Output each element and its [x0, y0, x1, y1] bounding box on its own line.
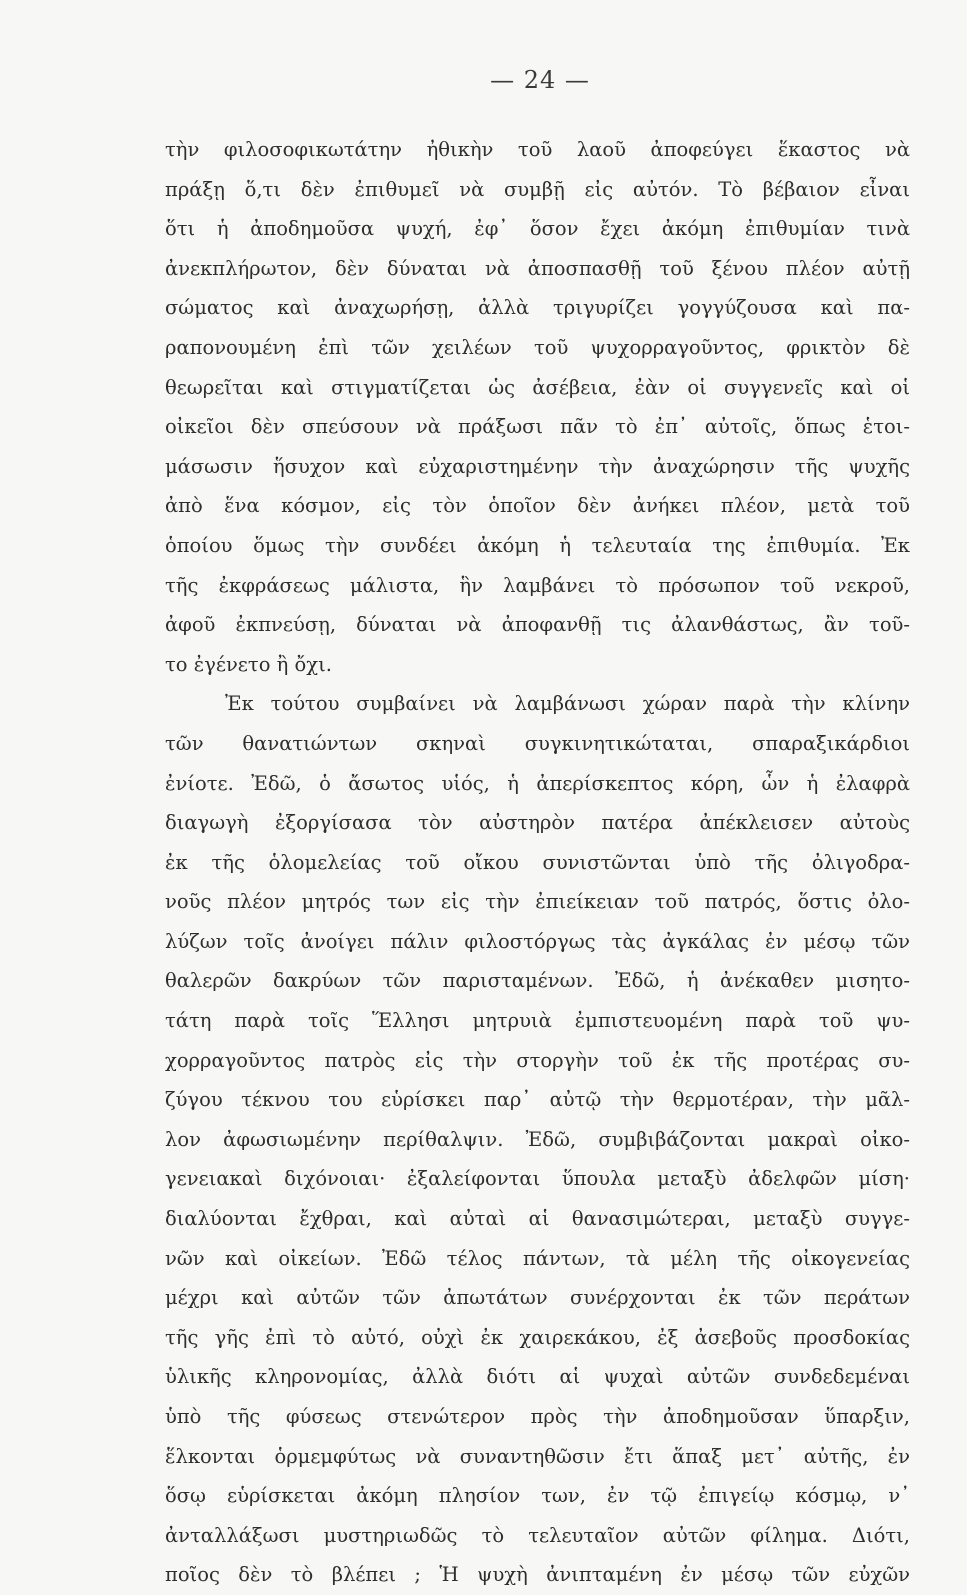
text-line: ζύγου τέκνου του εὑρίσκει παρ᾽ αὐτῷ τὴν θερμοτέραν, τὴν μᾶλ-	[165, 1088, 910, 1112]
text-line: θεωρεῖται καὶ στιγματίζεται ὡς ἀσέβεια, ἐὰν οἱ συγγενεῖς καὶ οἱ	[165, 375, 910, 399]
text-line: ὅτι ἡ ἀποδημοῦσα ψυχή, ἐφ᾽ ὅσον ἔχει ἀκόμη ἐπιθυμίαν τινὰ	[165, 217, 910, 241]
text-line: τῆς γῆς ἐπὶ τὸ αὐτό, οὐχὶ ἐκ χαιρεκάκου, ἐξ ἀσεβοῦς προσδοκίας	[165, 1325, 910, 1349]
text-line: μέχρι καὶ αὐτῶν τῶν ἀπωτάτων συνέρχονται ἐκ τῶν περάτων	[165, 1286, 910, 1310]
text-line: σώματος καὶ ἀναχωρήσῃ, ἀλλὰ τριγυρίζει γογγύζουσα καὶ πα-	[165, 296, 910, 320]
text-line: ἐκ τῆς ὁλομελείας τοῦ οἴκου συνιστῶνται ὑπὸ τῆς ὀλιγοδρα-	[165, 850, 910, 874]
text-line: ραπονουμένη ἐπὶ τῶν χειλέων τοῦ ψυχορραγοῦντος, φρικτὸν δὲ	[165, 335, 910, 359]
text-line: νῶν καὶ οἰκείων. Ἐδῶ τέλος πάντων, τὰ μέλη τῆς οἰκογενείας	[165, 1246, 910, 1270]
text-line: ἀνταλλάξωσι μυστηριωδῶς τὸ τελευταῖον αὐτῶν φίλημα. Διότι,	[165, 1523, 910, 1547]
text-line: θαλερῶν δακρύων τῶν παρισταμένων. Ἐδῶ, ἡ ἀνέκαθεν μισητο-	[165, 969, 910, 993]
text-line: γενειακαὶ διχόνοιαι· ἐξαλείφονται ὕπουλα μεταξὺ ἀδελφῶν μίση·	[165, 1167, 910, 1191]
text-line: ὁποίου ὅμως τὴν συνδέει ἀκόμη ἡ τελευταία της ἐπιθυμία. Ἐκ	[165, 533, 910, 557]
text-line: μάσωσιν ἥσυχον καὶ εὐχαριστημένην τὴν ἀναχώρησιν τῆς ψυχῆς	[165, 454, 910, 478]
text-line: ὅσῳ εὑρίσκεται ἀκόμη πλησίον των, ἐν τῷ ἐπιγείῳ κόσμῳ, ν᾽	[165, 1484, 910, 1508]
text-line: ποῖος δὲν τὸ βλέπει ; Ἡ ψυχὴ ἀνιπταμένη ἐν μέσῳ τῶν εὐχῶν	[165, 1563, 910, 1587]
text-line: διαλύονται ἔχθραι, καὶ αὐταὶ αἱ θανασιμώτεραι, μεταξὺ συγγε-	[165, 1207, 910, 1231]
text-line: νοῦς πλέον μητρός των εἰς τὴν ἐπιείκειαν τοῦ πατρός, ὅστις ὀλο-	[165, 890, 910, 914]
text-line: ἕλκονται ὁρμεμφύτως νὰ συναντηθῶσιν ἔτι ἅπαξ μετ᾽ αὐτῆς, ἐν	[165, 1444, 910, 1468]
text-line: διαγωγὴ ἐξοργίσασα τὸν αὐστηρὸν πατέρα ἀπέκλεισεν αὐτοὺς	[165, 811, 910, 835]
text-line: ἀπὸ ἕνα κόσμον, εἰς τὸν ὁποῖον δὲν ἀνήκει πλέον, μετὰ τοῦ	[165, 494, 910, 518]
text-line: λον ἀφωσιωμένην περίθαλψιν. Ἐδῶ, συμβιβάζονται μακραὶ οἰκο-	[165, 1127, 910, 1151]
text-line: τῶν θανατιώντων σκηναὶ συγκινητικώταται, σπαραξικάρδιοι	[165, 731, 910, 755]
text-line: λύζων τοῖς ἀνοίγει πάλιν φιλοστόργως τὰς ἀγκάλας ἐν μέσῳ τῶν	[165, 929, 910, 953]
text-line: ἐνίοτε. Ἐδῶ, ὁ ἄσωτος υἱός, ἡ ἀπερίσκεπτος κόρη, ὧν ἡ ἐλαφρὰ	[165, 771, 910, 795]
text-line: τῆς ἐκφράσεως μάλιστα, ἣν λαμβάνει τὸ πρόσωπον τοῦ νεκροῦ,	[165, 573, 910, 597]
text-line: πράξῃ ὅ,τι δὲν ἐπιθυμεῖ νὰ συμβῇ εἰς αὐτόν. Τὸ βέβαιον εἶναι	[165, 177, 910, 201]
text-line: ὑπὸ τῆς φύσεως στενώτερον πρὸς τὴν ἀποδημοῦσαν ὕπαρξιν,	[165, 1405, 910, 1428]
text-line: τὴν φιλοσοφικωτάτην ἠθικὴν τοῦ λαοῦ ἀποφεύγει ἕκαστος νὰ	[165, 138, 910, 161]
text-line: χορραγοῦντος πατρὸς εἰς τὴν στοργὴν τοῦ ἐκ τῆς προτέρας συ-	[165, 1048, 910, 1072]
text-line: ἀνεκπλήρωτον, δὲν δύναται νὰ ἀποσπασθῇ τοῦ ξένου πλέον αὐτῇ	[165, 256, 910, 280]
text-line: οἰκεῖοι δὲν σπεύσουν νὰ πράξωσι πᾶν τὸ ἐπ᾽ αὐτοῖς, ὅπως ἑτοι-	[165, 415, 910, 439]
text-line: ἀφοῦ ἐκπνεύσῃ, δύναται νὰ ἀποφανθῇ τις ἀλανθάστως, ἂν τοῦ-	[165, 613, 910, 637]
body-text	[165, 130, 910, 1595]
text-line: Ἐκ τούτου συμβαίνει νὰ λαμβάνωσι χώραν παρὰ τὴν κλίνην	[225, 692, 910, 716]
text-line: το ἐγένετο ἢ ὄχι.	[165, 652, 332, 676]
text-line: ὑλικῆς κληρονομίας, ἀλλὰ διότι αἱ ψυχαὶ αὐτῶν συνδεδεμέναι	[165, 1365, 910, 1389]
page-number: — 24 —	[490, 66, 590, 94]
text-line: τάτη παρὰ τοῖς Ἕλλησι μητρυιὰ ἐμπιστευομένη παρὰ τοῦ ψυ-	[165, 1009, 910, 1033]
